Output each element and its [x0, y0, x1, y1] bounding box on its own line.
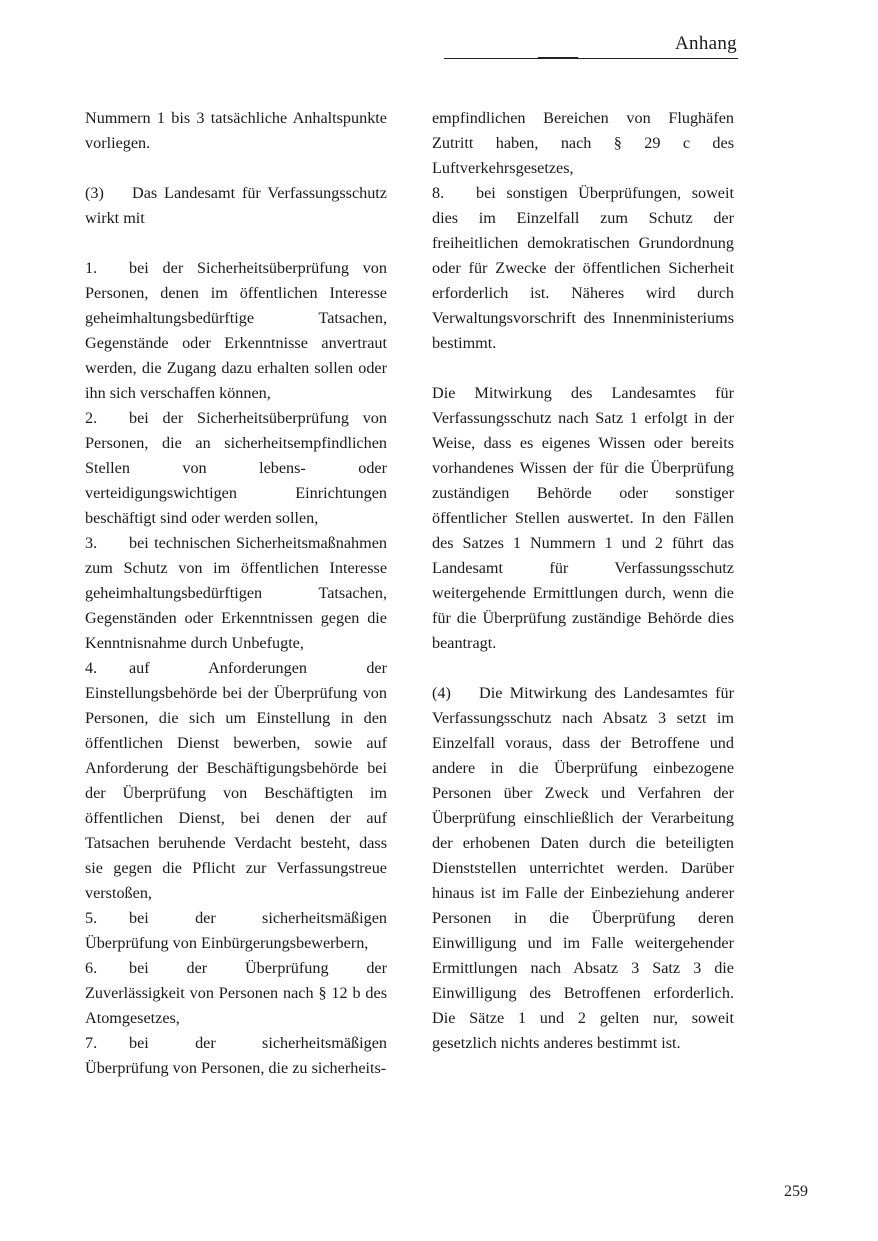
- list-item-text: bei technischen Sicherheitsmaßnahmen zum Schutz von im öffentlichen Interesse geheimhaltungsbedürftigen Tatsachen, Gegenständen oder Erkenntnissen gegen die Kenntnisnahme durch Unbefugte,: [85, 534, 387, 652]
- running-header: Anhang: [675, 33, 737, 54]
- section-4-paragraph: [432, 681, 734, 1056]
- section-4-number: (4): [432, 684, 451, 702]
- list-item: [85, 906, 387, 956]
- list-item: [85, 406, 387, 531]
- list-item-text: bei der Sicherheitsüberprüfung von Personen, die an sicherheitsempfindlichen Stellen von lebens- oder verteidigungswichtigen Einrichtungen beschäftigt sind oder werden sollen,: [85, 409, 387, 527]
- header-rule: [444, 58, 738, 59]
- list-item-text: auf Anforderungen der Einstellungsbehörde bei der Überprüfung von Personen, die sich um Einstellung in den öffentlichen Dienst bewerben, sowie auf Anforderung der Beschäftigungsbehörde bei der Überprüfung von Beschäftigten im öffentlichen Dienst, bei denen der auf Tatsachen beruhende Verdacht besteht, dass sie gegen die Pflicht zur Verfassungstreue verstoßen,: [85, 659, 387, 902]
- list-item-text: bei der Sicherheitsüberprüfung von Personen, denen im öffentlichen Interesse geheimhaltungsbedürftige Tatsachen, Gegenstände oder Erkenntnisse anvertraut werden, die Zugang dazu erhalten sollen oder ihn sich verschaffen können,: [85, 259, 387, 402]
- list-item-text: bei sonstigen Überprüfungen, soweit dies im Einzelfall zum Schutz der freiheitlichen demokratischen Grundordnung oder für Zwecke der öffentlichen Sicherheit erforderlich ist. Näheres wird durch Verwaltungsvorschrift des Innenministeriums bestimmt.: [432, 184, 734, 352]
- continuation-text: empfindlichen Bereichen von Flughäfen Zutritt haben, nach § 29 c des Luftverkehrsgesetzes,: [432, 109, 734, 177]
- section-3-text: Das Landesamt für Verfassungsschutz wirkt mit: [85, 184, 387, 227]
- section-3-paragraph: [85, 181, 387, 231]
- list-item-number: 8.: [432, 184, 445, 202]
- section-3-number: (3): [85, 184, 104, 202]
- list-item-text: bei der sicherheitsmäßigen Überprüfung von Personen, die zu sicherheits-: [85, 1034, 387, 1077]
- list-item-number: 7.: [85, 1034, 98, 1052]
- list-item-number: 5.: [85, 909, 98, 927]
- section-4-text: Die Mitwirkung des Landesamtes für Verfassungsschutz nach Absatz 3 setzt im Einzelfall voraus, dass der Betroffene und andere in die Überprüfung einbezogene Personen über Zweck und Verfahren der Überprüfung einschließlich der Verarbeitung der erhobenen Daten durch die beteiligten Dienststellen unterrichtet werden. Darüber hinaus ist im Falle der Einbeziehung anderer Personen in die Überprüfung deren Einwilligung und im Falle weitergehender Ermittlungen nach Absatz 3 Satz 3 die Einwilligung des Betroffenen erforderlich. Die Sätze 1 und 2 gelten nur, soweit gesetzlich nichts anderes bestimmt ist.: [432, 684, 734, 1052]
- list-item: [432, 181, 734, 356]
- list-item-number: 3.: [85, 534, 98, 552]
- list-item: [85, 956, 387, 1031]
- list-item-number: 6.: [85, 959, 98, 977]
- header-rule-accent: [538, 57, 578, 59]
- list-item-number: 1.: [85, 259, 98, 277]
- left-column: [85, 106, 387, 1081]
- mitwirkung-paragraph: Die Mitwirkung des Landesamtes für Verfassungsschutz nach Satz 1 erfolgt in der Weise, dass es eigenes Wissen oder bereits vorhandenes Wissen der für die Überprüfung zuständigen Behörde oder sonstiger öffentlicher Stellen auswertet. In den Fällen des Satzes 1 Nummern 1 und 2 führt das Landesamt für Verfassungsschutz weitergehende Ermittlungen durch, wenn die für die Überprüfung zuständige Behörde dies beantragt.: [432, 384, 734, 652]
- list-item-text: bei der Überprüfung der Zuverlässigkeit von Personen nach § 12 b des Atomgesetzes,: [85, 959, 387, 1027]
- list-item-number: 2.: [85, 409, 98, 427]
- page-number: 259: [784, 1183, 808, 1200]
- list-item: [85, 531, 387, 656]
- list-item: [85, 1031, 387, 1081]
- list-item-text: bei der sicherheitsmäßigen Überprüfung von Einbürgerungsbewerbern,: [85, 909, 387, 952]
- intro-paragraph: Nummern 1 bis 3 tatsächliche Anhaltspunkte vorliegen.: [85, 109, 387, 152]
- list-item: [85, 256, 387, 406]
- list-item: [85, 656, 387, 906]
- list-item-number: 4.: [85, 659, 98, 677]
- right-column: [432, 106, 734, 1056]
